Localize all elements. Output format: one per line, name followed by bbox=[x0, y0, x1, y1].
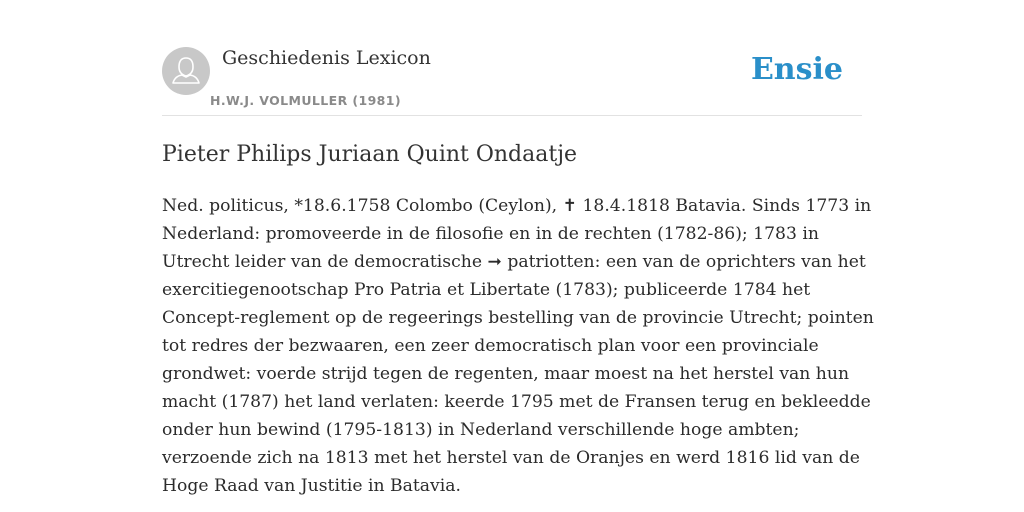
source-title[interactable]: Geschiedenis Lexicon bbox=[222, 47, 431, 69]
user-icon bbox=[162, 47, 210, 95]
source-author: H.W.J. VOLMULLER (1981) bbox=[210, 93, 401, 108]
source-header bbox=[162, 46, 862, 116]
body-line: macht (1787) het land verlaten: keerde 1795 met de Fransen terug en bekleedde bbox=[162, 392, 871, 412]
body-line: Utrecht leider van de democratische ➞ patriotten: een van de oprichters van het bbox=[162, 252, 866, 272]
body-line: Nederland: promoveerde in de filosofie en in de rechten (1782-86); 1783 in bbox=[162, 224, 819, 244]
body-line: Hoge Raad van Justitie in Batavia. bbox=[162, 476, 461, 496]
body-line: verzoende zich na 1813 met het herstel van de Oranjes en werd 1816 lid van de bbox=[162, 448, 860, 468]
body-line: onder hun bewind (1795-1813) in Nederland verschillende hoge ambten; bbox=[162, 420, 800, 440]
brand-logo[interactable]: Ensie bbox=[750, 52, 843, 87]
body-line: Concept-reglement op de regeerings bestelling van de provincie Utrecht; pointen bbox=[162, 308, 874, 328]
article-body bbox=[162, 192, 874, 500]
header-divider bbox=[162, 115, 862, 116]
author-avatar[interactable] bbox=[162, 47, 210, 95]
body-line: tot redres der bezwaaren, een zeer democratisch plan voor een provinciale bbox=[162, 336, 819, 356]
body-line: Ned. politicus, *18.6.1758 Colombo (Ceylon), ✝ 18.4.1818 Batavia. Sinds 1773 in bbox=[162, 196, 872, 216]
article-title: Pieter Philips Juriaan Quint Ondaatje bbox=[162, 142, 578, 167]
body-line: grondwet: voerde strijd tegen de regenten, maar moest na het herstel van hun bbox=[162, 364, 850, 384]
body-line: exercitiegenootschap Pro Patria et Libertate (1783); publiceerde 1784 het bbox=[162, 280, 811, 300]
